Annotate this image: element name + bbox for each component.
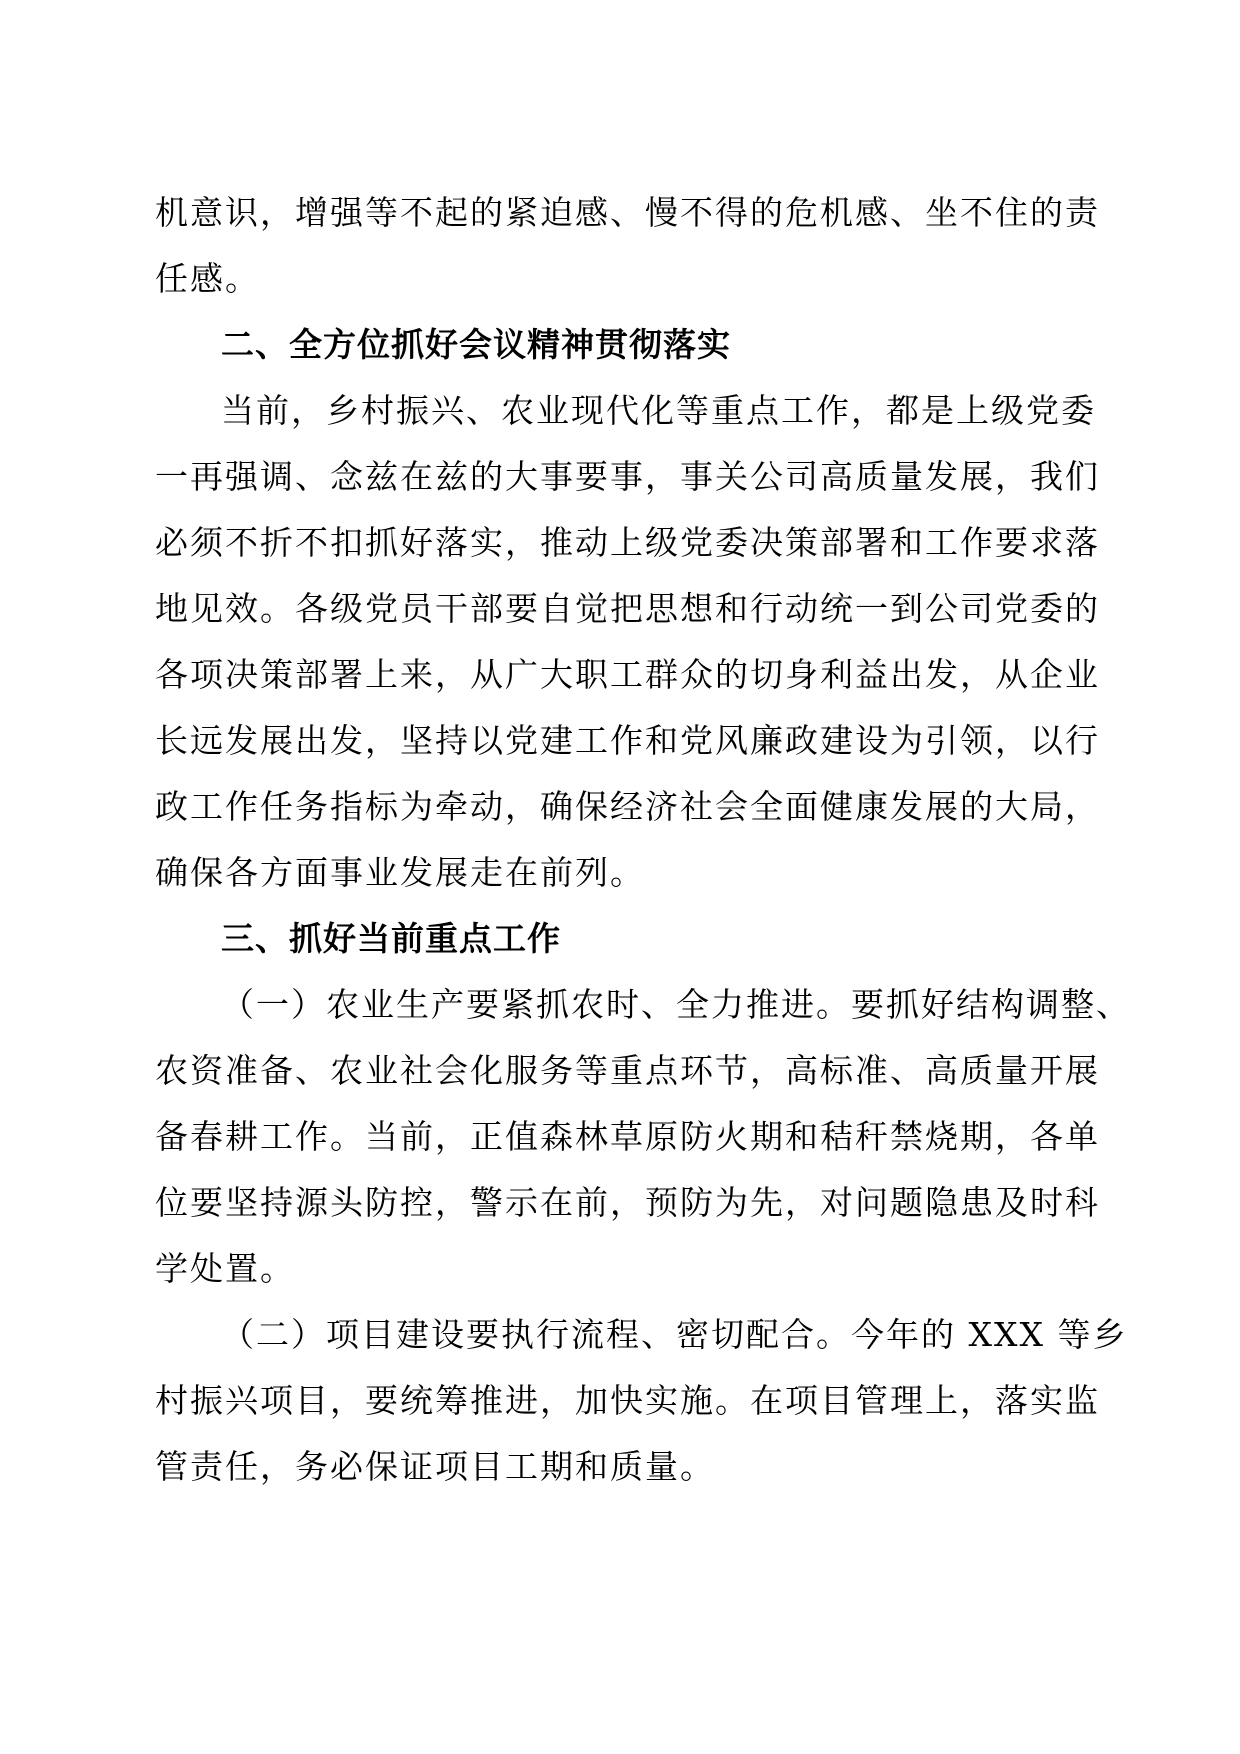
section-heading-2: 二、全方位抓好会议精神贯彻落实 (221, 325, 731, 364)
body-text-line: （一）农业生产要紧抓农时、全力推进。要抓好结构调整、 (221, 985, 1131, 1024)
body-text-line: 位要坚持源头防控，警示在前，预防为先，对问题隐患及时科 (155, 1183, 1100, 1222)
document-body (155, 180, 1131, 1500)
body-text-line: 当前，乡村振兴、农业现代化等重点工作，都是上级党委 (221, 391, 1096, 430)
body-text-line: 必须不折不扣抓好落实，推动上级党委决策部署和工作要求落 (155, 523, 1100, 562)
body-text-line: 备春耕工作。当前，正值森林草原防火期和秸秆禁烧期，各单 (155, 1117, 1100, 1156)
body-text-line: 确保各方面事业发展走在前列。 (155, 853, 645, 892)
body-text-line: 长远发展出发，坚持以党建工作和党风廉政建设为引领，以行 (155, 721, 1100, 760)
body-text-line: 政工作任务指标为牵动，确保经济社会全面健康发展的大局， (155, 787, 1100, 826)
body-text-line: （二）项目建设要执行流程、密切配合。今年的 XXX 等乡 (221, 1315, 1128, 1354)
body-text-line: 村振兴项目，要统筹推进，加快实施。在项目管理上，落实监 (155, 1381, 1100, 1420)
body-text-line: 农资准备、农业社会化服务等重点环节，高标准、高质量开展 (155, 1051, 1100, 1090)
body-text-line: 任感。 (155, 259, 260, 298)
body-text-line: 学处置。 (155, 1249, 295, 1288)
body-text-line: 地见效。各级党员干部要自觉把思想和行动统一到公司党委的 (155, 589, 1100, 628)
section-heading-3: 三、抓好当前重点工作 (221, 919, 561, 958)
body-text-line: 机意识，增强等不起的紧迫感、慢不得的危机感、坐不住的责 (155, 193, 1100, 232)
body-text-line: 各项决策部署上来，从广大职工群众的切身利益出发，从企业 (155, 655, 1100, 694)
body-text-line: 管责任，务必保证项目工期和质量。 (155, 1447, 715, 1486)
body-text-line: 一再强调、念兹在兹的大事要事，事关公司高质量发展，我们 (155, 457, 1100, 496)
